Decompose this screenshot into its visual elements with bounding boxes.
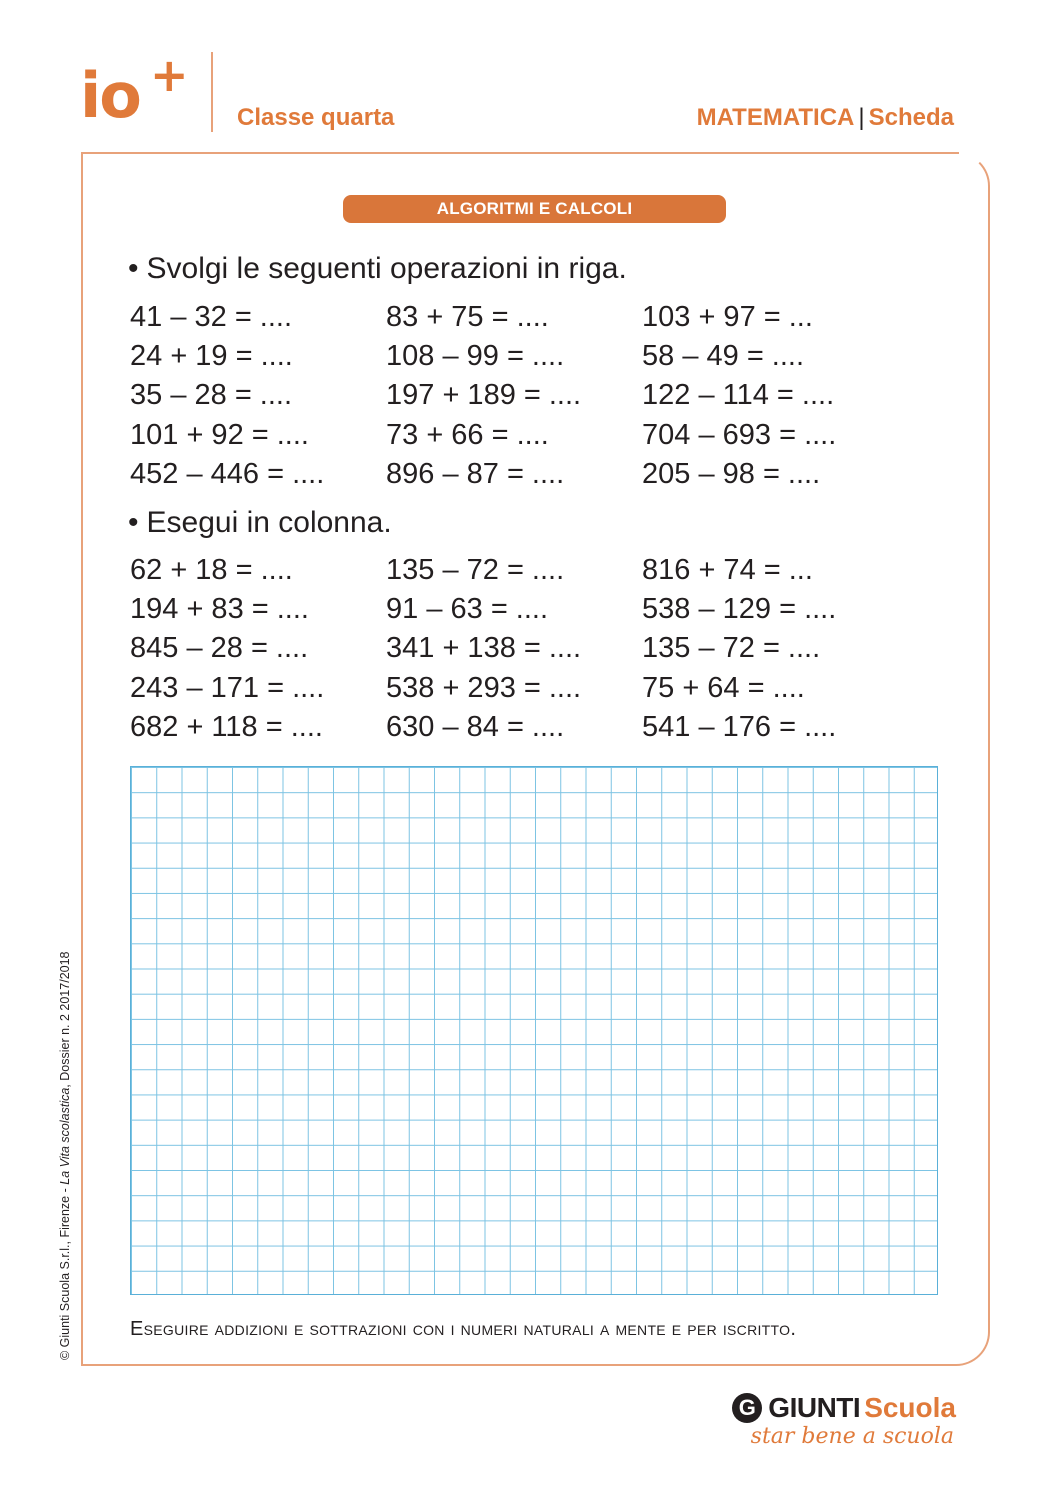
- section-heading-column: [128, 506, 392, 540]
- operation-row: [130, 708, 930, 747]
- section-title: Esegui in colonna.: [146, 506, 392, 539]
- section-heading-inline: [128, 252, 627, 286]
- operation: 58 – 49 = ....: [642, 340, 805, 373]
- operation: 896 – 87 = ....: [386, 457, 565, 490]
- subject-label: MATEMATICA: [696, 104, 855, 131]
- operation: 452 – 446 = ....: [130, 457, 325, 490]
- operation: 62 + 18 = ....: [130, 554, 293, 586]
- publisher-brand: [732, 1392, 956, 1424]
- operation: 24 + 19 = ....: [130, 340, 293, 373]
- section-title: Svolgi le seguenti operazioni in riga.: [146, 252, 627, 285]
- class-label: Classe quarta: [237, 104, 395, 131]
- column-operations: [130, 551, 930, 747]
- operation: 35 – 28 = ....: [130, 379, 293, 412]
- operation-row: [130, 629, 930, 668]
- operation: 103 + 97 = ...: [642, 301, 813, 333]
- copyright-suffix: , Dossier n. 2 2017/2018: [58, 951, 72, 1088]
- operation-row: [130, 590, 930, 629]
- operation: 205 – 98 = ....: [642, 457, 821, 490]
- copyright-prefix: © Giunti Scuola S.r.l., Firenze -: [58, 1184, 72, 1360]
- operation-row: [130, 337, 930, 376]
- operation: 108 – 99 = ....: [386, 340, 565, 373]
- logo-plus: +: [150, 48, 189, 102]
- operation: 243 – 171 = ....: [130, 671, 325, 704]
- giunti-g-icon: G: [732, 1393, 762, 1423]
- operation: 101 + 92 = ....: [130, 418, 309, 451]
- operation: 704 – 693 = ....: [642, 418, 837, 451]
- operation: 122 – 114 = ....: [642, 379, 835, 412]
- squared-paper-grid[interactable]: [130, 766, 938, 1295]
- operation: 83 + 75 = ....: [386, 301, 549, 333]
- topic-banner: ALGORITMI E CALCOLI: [343, 195, 726, 223]
- publisher-logo: [732, 1392, 956, 1449]
- sheet-label: Scheda: [868, 104, 954, 131]
- operation: 538 + 293 = ....: [386, 671, 582, 704]
- operation-row: [130, 551, 930, 590]
- operation: 91 – 63 = ....: [386, 593, 549, 626]
- header-divider: [211, 52, 213, 132]
- operation: 630 – 84 = ....: [386, 710, 565, 743]
- operation: 538 – 129 = ....: [642, 593, 837, 626]
- header-separator: |: [858, 104, 865, 131]
- operation: 73 + 66 = ....: [386, 418, 549, 451]
- operation: 135 – 72 = ....: [642, 632, 821, 665]
- operation: 682 + 118 = ....: [130, 710, 323, 743]
- copyright-magazine: La Vita scolastica: [58, 1087, 72, 1185]
- operation-row: [130, 298, 930, 337]
- brand-logo: [80, 48, 190, 142]
- objective-text: Eseguire addizioni e sottrazioni con i numeri naturali a mente e per iscritto.: [130, 1318, 797, 1340]
- operation-row: [130, 455, 930, 494]
- operation-row: [130, 669, 930, 708]
- operation-row: [130, 376, 930, 415]
- publisher-name-second: Scuola: [864, 1392, 956, 1423]
- operation: 816 + 74 = ...: [642, 554, 813, 586]
- operation: 541 – 176 = ....: [642, 710, 837, 743]
- learning-objective: [130, 1318, 796, 1341]
- content-frame-top: [81, 152, 959, 154]
- subject-header: [697, 104, 954, 132]
- operation: 194 + 83 = ....: [130, 593, 309, 626]
- operation: 135 – 72 = ....: [386, 554, 565, 586]
- operation: 845 – 28 = ....: [130, 632, 309, 665]
- publisher-name-first: GIUNTI: [768, 1392, 861, 1423]
- operation-row: [130, 416, 930, 455]
- operation: 75 + 64 = ....: [642, 671, 805, 704]
- inline-operations: [130, 298, 930, 494]
- copyright-notice: [58, 952, 72, 1361]
- bullet-icon: •: [128, 252, 139, 285]
- operation: 41 – 32 = ....: [130, 301, 293, 333]
- bullet-icon: •: [128, 506, 139, 539]
- operation: 341 + 138 = ....: [386, 632, 582, 665]
- logo-text: io: [80, 59, 140, 132]
- publisher-tagline: star bene a scuola: [750, 1424, 954, 1449]
- operation: 197 + 189 = ....: [386, 379, 582, 412]
